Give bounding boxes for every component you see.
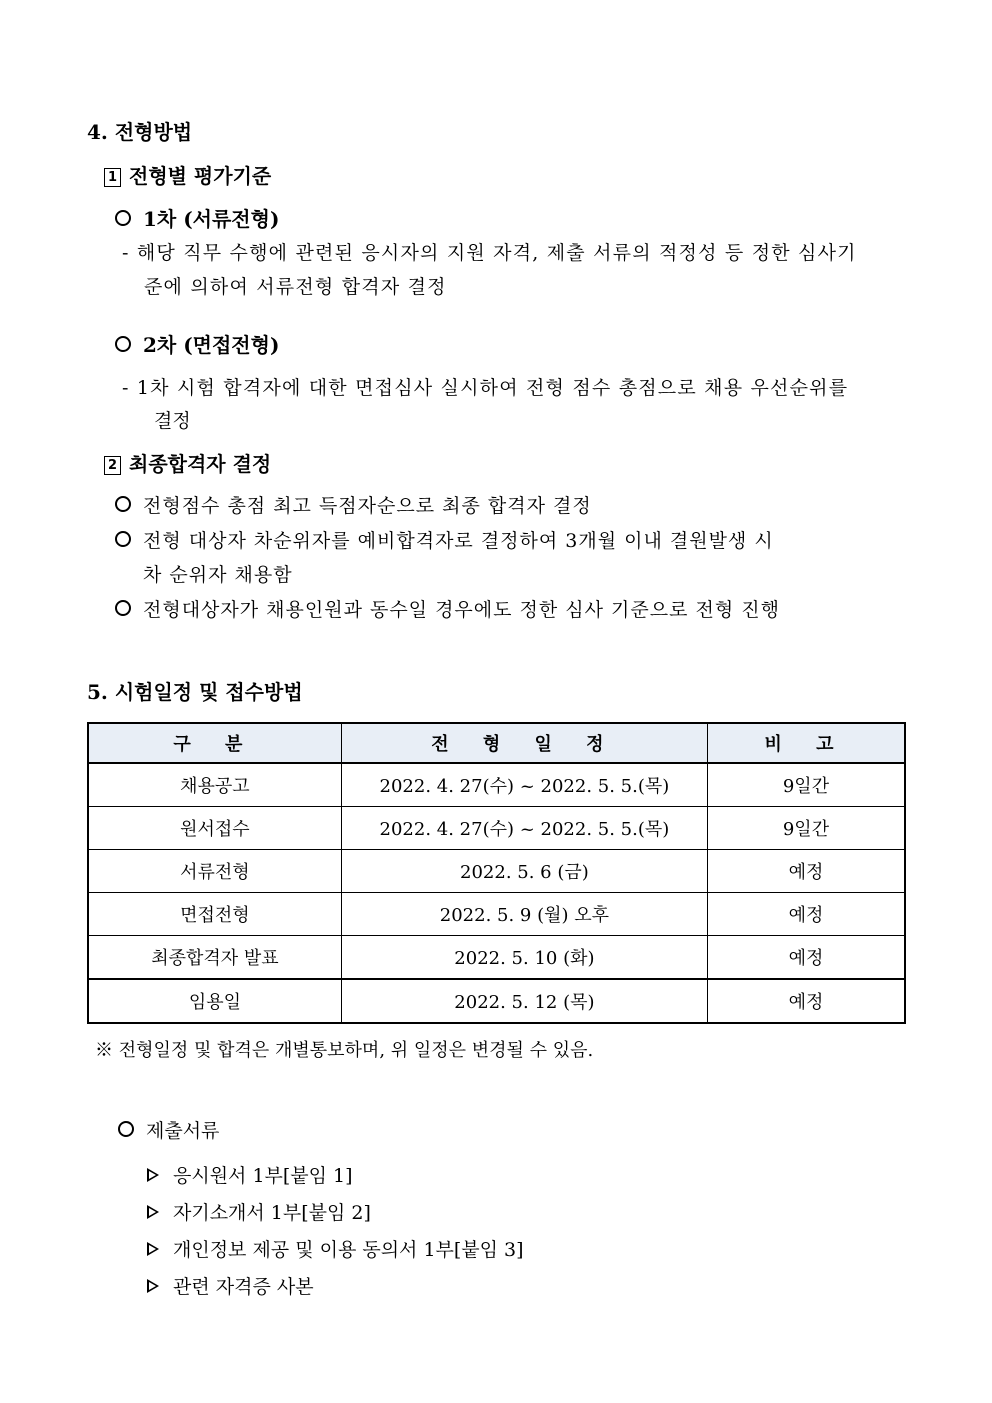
- section4-title: 4. 전형방법: [87, 120, 193, 144]
- schedule-note: ※ 전형일정 및 합격은 개별통보하며, 위 일정은 변경될 수 있음.: [95, 1040, 594, 1061]
- table-row: 채용공고 2022. 4. 27(수) ~ 2022. 5. 5.(목) 9일간: [88, 763, 905, 807]
- section5-title: 5. 시험일정 및 접수방법: [87, 680, 303, 704]
- sub2-bullet1: 전형점수 총점 최고 득점자순으로 최종 합격자 결정: [115, 491, 592, 518]
- item1-heading: [115, 203, 279, 232]
- item1-title: 1차 (서류전형): [143, 207, 280, 231]
- circle-bullet-icon: [115, 531, 131, 547]
- header-remarks: 비 고: [707, 723, 905, 763]
- schedule-table: [87, 722, 906, 1024]
- sub2-heading: [104, 448, 271, 477]
- item2-line1: - 1차 시험 합격자에 대한 면접심사 실시하여 전형 점수 총점으로 채용 우선순위를: [122, 377, 849, 399]
- list-item: 자기소개서 1부[붙임 2]: [147, 1198, 371, 1225]
- item1-line1: - 해당 직무 수행에 관련된 응시자의 지원 자격, 제출 서류의 적정성 등 정한 심사기: [122, 242, 857, 264]
- table-row: 면접전형 2022. 5. 9 (월) 오후 예정: [88, 893, 905, 936]
- circle-bullet-icon: [115, 496, 131, 512]
- circle-bullet-icon: [115, 210, 131, 226]
- sub2-bullet2: 전형 대상자 차순위자를 예비합격자로 결정하여 3개월 이내 결원발생 시: [115, 526, 774, 553]
- table-row: 원서접수 2022. 4. 27(수) ~ 2022. 5. 5.(목) 9일간: [88, 807, 905, 850]
- circle-bullet-icon: [118, 1121, 134, 1137]
- sub1-number-box: 1: [104, 168, 121, 187]
- list-item: 관련 자격증 사본: [147, 1272, 314, 1299]
- documents-title: 제출서류: [146, 1120, 220, 1142]
- sub2-number-box: 2: [104, 456, 121, 475]
- triangle-bullet-icon: [147, 1168, 159, 1182]
- circle-bullet-icon: [115, 336, 131, 352]
- item2-line2: 결정: [154, 410, 191, 432]
- sub2-bullet3: 전형대상자가 채용인원과 동수일 경우에도 정한 심사 기준으로 전형 진행: [115, 595, 780, 622]
- header-category: 구 분: [88, 723, 341, 763]
- sub1-title: 전형별 평가기준: [129, 164, 272, 188]
- table-row: 임용일 2022. 5. 12 (목) 예정: [88, 979, 905, 1023]
- item1-line2: 준에 의하여 서류전형 합격자 결정: [144, 276, 447, 298]
- documents-heading: [118, 1116, 219, 1143]
- list-item: 응시원서 1부[붙임 1]: [147, 1161, 353, 1188]
- header-schedule: 전 형 일 정: [341, 723, 707, 763]
- item2-title: 2차 (면접전형): [143, 333, 280, 357]
- triangle-bullet-icon: [147, 1205, 159, 1219]
- sub2-bullet2-line2: 차 순위자 채용함: [143, 564, 293, 586]
- table-header-row: [88, 723, 905, 763]
- list-item: 개인정보 제공 및 이용 동의서 1부[붙임 3]: [147, 1235, 524, 1262]
- sub2-title: 최종합격자 결정: [129, 452, 272, 476]
- triangle-bullet-icon: [147, 1242, 159, 1256]
- circle-bullet-icon: [115, 600, 131, 616]
- triangle-bullet-icon: [147, 1279, 159, 1293]
- item2-heading: [115, 329, 279, 358]
- table-row: 서류전형 2022. 5. 6 (금) 예정: [88, 850, 905, 893]
- table-row: 최종합격자 발표 2022. 5. 10 (화) 예정: [88, 936, 905, 980]
- sub1-heading: [104, 160, 271, 189]
